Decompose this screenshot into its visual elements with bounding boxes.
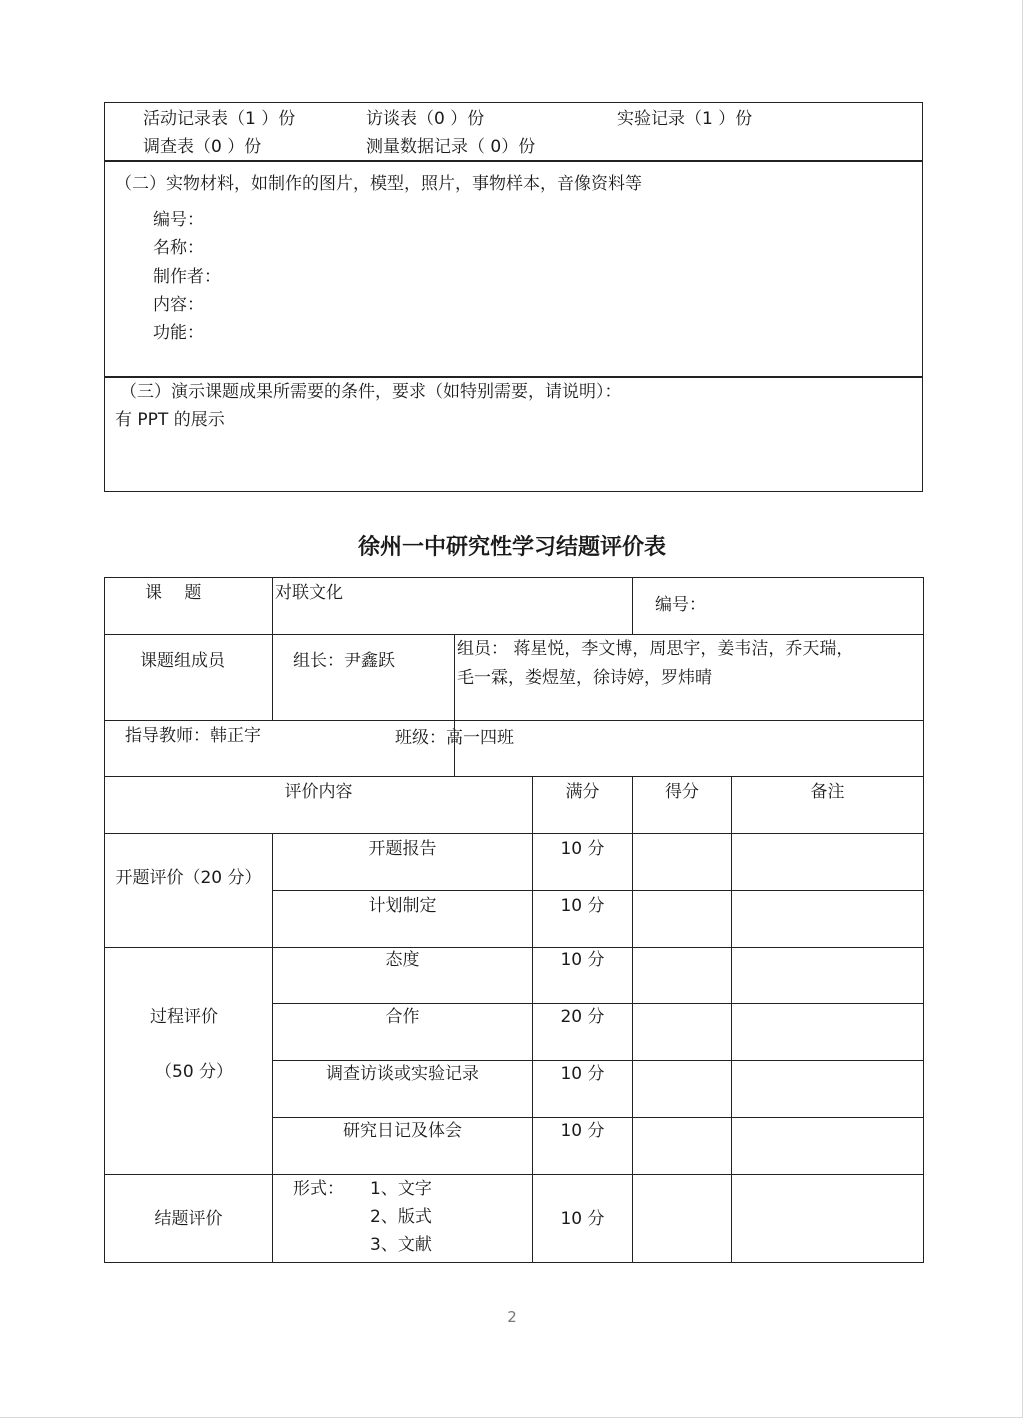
- opening-item-name: 开题报告: [273, 834, 533, 891]
- process-item-name: 态度: [273, 948, 533, 1004]
- score-cell: [633, 948, 732, 1004]
- note-cell: [732, 948, 924, 1004]
- process-label-cell: [105, 948, 273, 1175]
- field-maker: 制作者：: [153, 267, 221, 287]
- process-item-full: 10 分: [533, 948, 633, 1004]
- field-function: 功能：: [153, 323, 204, 343]
- process-item-full: 10 分: [533, 1118, 633, 1175]
- opening-item-full: 10 分: [533, 891, 633, 948]
- record-measurement: 测量数据记录（ 0）份: [366, 137, 536, 157]
- eval-title: 徐州一中研究性学习结题评价表: [357, 535, 666, 560]
- final-form-item: 2、版式: [370, 1207, 432, 1227]
- number-cell: [633, 578, 924, 635]
- process-label-line1: 过程评价: [150, 1007, 218, 1027]
- opening-item-name: 计划制定: [273, 891, 533, 948]
- members-label-cell: [105, 635, 273, 721]
- record-experiment: 实验记录（1 ）份: [617, 109, 753, 129]
- score-cell: [633, 1175, 732, 1263]
- topic-value: 对联文化: [275, 583, 343, 603]
- number-label: 编号：: [655, 595, 707, 615]
- section3-content: 有 PPT 的展示: [115, 410, 225, 430]
- class: 班级：高一四班: [395, 728, 514, 748]
- score-cell: [633, 891, 732, 948]
- score-cell: [633, 1061, 732, 1118]
- final-full: 10 分: [533, 1175, 633, 1263]
- advisor: 指导教师：韩正宇: [125, 726, 261, 746]
- leader-cell: [273, 635, 455, 721]
- process-item-name: 合作: [273, 1004, 533, 1061]
- header-score: 得分: [633, 777, 732, 834]
- score-cell: [633, 1118, 732, 1175]
- section2-heading: （二）实物材料，如制作的图片，模型，照片，事物样本，音像资料等: [115, 174, 642, 194]
- section3-heading: （三）演示课题成果所需要的条件，要求（如特别需要，请说明）：: [120, 382, 622, 402]
- opening-item-full: 10 分: [533, 834, 633, 891]
- topic-label-cell: [105, 578, 273, 635]
- final-label: 结题评价: [105, 1175, 273, 1263]
- process-item-full: 20 分: [533, 1004, 633, 1061]
- members-line2: 毛一霖，娄煜堃，徐诗婷，罗炜晴: [457, 668, 712, 688]
- header-note: 备注: [732, 777, 924, 834]
- members-line1: 组员： 蒋星悦，李文博，周思宇，姜韦洁，乔天瑞，: [457, 639, 854, 659]
- note-cell: [732, 1004, 924, 1061]
- opening-label: 开题评价（20 分）: [105, 834, 273, 948]
- members-cell: [455, 635, 924, 721]
- note-cell: [732, 1118, 924, 1175]
- leader: 组长：尹鑫跃: [293, 651, 395, 671]
- field-number: 编号：: [153, 210, 204, 230]
- record-activity: 活动记录表（1 ）份: [143, 109, 296, 129]
- topic-value-cell: [273, 578, 633, 635]
- evaluation-table: [104, 577, 924, 1263]
- note-cell: [732, 1061, 924, 1118]
- final-form-item: 1、文字: [370, 1179, 432, 1199]
- score-cell: [633, 1004, 732, 1061]
- process-item-name: 调查访谈或实验记录: [273, 1061, 533, 1118]
- note-cell: [732, 1175, 924, 1263]
- final-form-item: 3、文献: [370, 1235, 432, 1255]
- process-item-full: 10 分: [533, 1061, 633, 1118]
- field-name: 名称：: [153, 238, 204, 258]
- field-content: 内容：: [153, 295, 204, 315]
- members-label: 课题组成员: [140, 651, 225, 671]
- record-survey: 调查表（0 ）份: [143, 137, 262, 157]
- process-item-name: 研究日记及体会: [273, 1118, 533, 1175]
- class-cell: [395, 721, 924, 777]
- final-form-label: 形式：: [293, 1179, 344, 1199]
- final-form-cell: [273, 1175, 533, 1263]
- header-full: 满分: [533, 777, 633, 834]
- header-content: 评价内容: [105, 777, 533, 834]
- page-number: 2: [507, 1308, 517, 1326]
- note-cell: [732, 891, 924, 948]
- record-interview: 访谈表（0 ）份: [366, 109, 485, 129]
- note-cell: [732, 834, 924, 891]
- score-cell: [633, 834, 732, 891]
- topic-label: 课 题: [145, 583, 202, 603]
- process-label-line2: （50 分）: [155, 1062, 234, 1082]
